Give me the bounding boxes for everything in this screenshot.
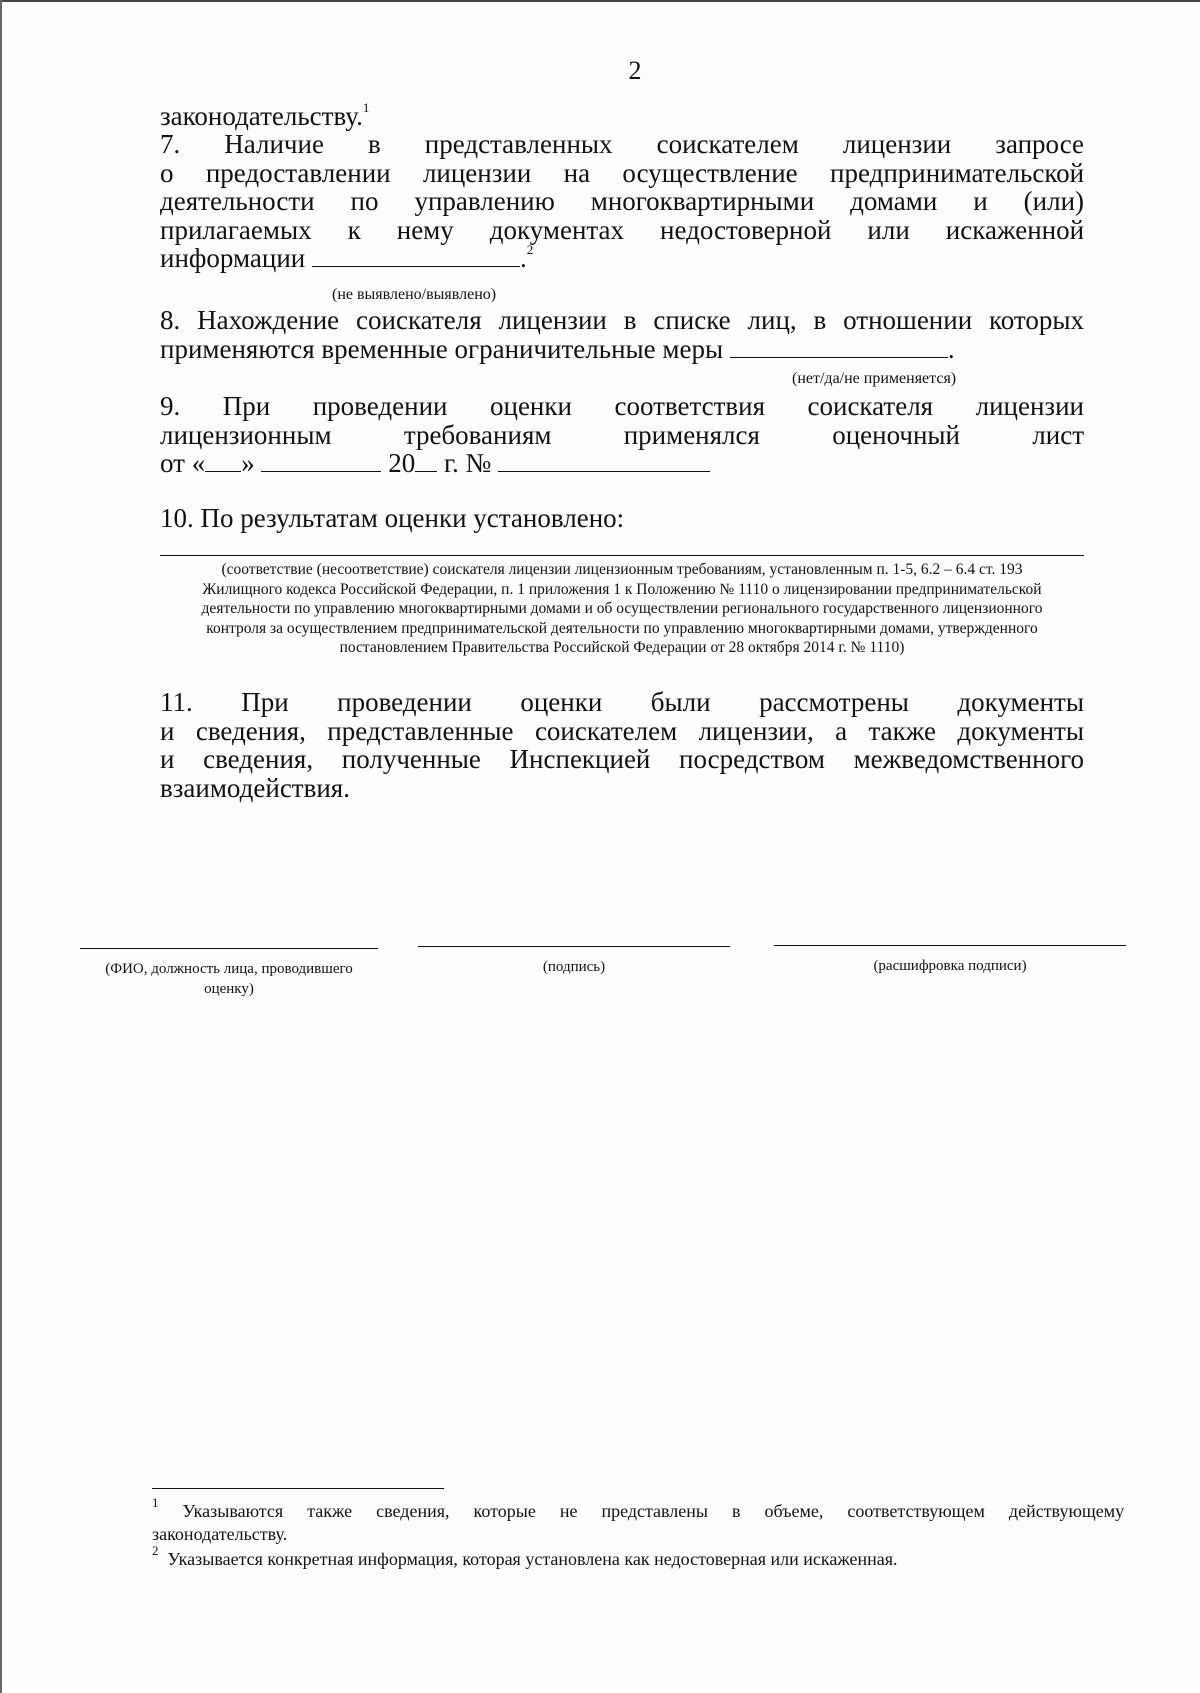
year-blank[interactable]: [415, 449, 437, 472]
page-number: 2: [628, 56, 642, 85]
footnote-ref-1: 1: [362, 100, 370, 115]
p7-line-3: деятельности по управлению многоквартирными домами и (или): [160, 186, 1085, 216]
p7-line-2: о предоставлении лицензии на осуществление предпринимательской: [160, 157, 1085, 188]
signature-line[interactable]: [418, 946, 730, 947]
signature-decode-caption: (расшифровка подписи): [873, 958, 1027, 974]
footnote-2: $^2$ Указывается конкретная информация, которая установлена как недостоверная или искаженная.: [152, 1543, 898, 1569]
p8-hint: (нет/да/не применяется): [792, 370, 957, 387]
p10-note: (соответствие (несоответствие) соискателя лицензии лицензионным требованиям, установленным п. 1-5, 6.2 – 6.4 ст. 193 Жилищного кодекса Российской Федерации, п. 1 приложения 1 к Положению № 1110 о лицензировании предпринимательской деятельности по управлению многоквартирными домами и об осуществлении регионального государственного лицензионного контроля за осуществлением предпринимательской деятельности по управлению многоквартирными домами, утвержденного постановлением Правительства Российской Федерации от 28 октября 2014 г. № 1110): [201, 561, 1043, 656]
p7-hint: (не выявлено/выявлено): [332, 286, 497, 303]
paragraph-11: [160, 688, 1084, 802]
restrictive-measures-blank[interactable]: [730, 335, 948, 358]
paragraph-7: [160, 130, 1084, 273]
paragraph-9: [160, 392, 1084, 478]
p8-line-1: 8. Нахождение соискателя лицензии в списке лиц, в отношении которых: [160, 305, 1084, 335]
footnote-ref-2: 2: [526, 242, 534, 257]
info-blank-field[interactable]: [312, 244, 520, 267]
p10-heading: 10. По результатам оценки установлено:: [160, 503, 625, 533]
p7-line-5: информации .$^2$: [160, 242, 534, 273]
p11-line-3: и сведения, полученные Инспекцией посредством межведомственного: [160, 744, 1084, 774]
signature-caption: (подпись): [542, 959, 606, 975]
paragraph-6-tail: [160, 102, 1084, 131]
p9-line-2: лицензионным требованиям применялся оценочный лист: [160, 419, 1084, 450]
fio-signature-line[interactable]: [80, 948, 378, 949]
p11-line-4: взаимодействия.: [160, 772, 350, 803]
p11-line-1: 11. При проведении оценки были рассмотрены документы: [160, 687, 1084, 717]
p6-tail-text: законодательству.: [160, 101, 363, 131]
day-blank[interactable]: [205, 449, 241, 472]
p11-line-2: и сведения, представленные соискателем лицензии, а также документы: [160, 715, 1084, 746]
p10-result-line[interactable]: [160, 555, 1084, 556]
p7-line-4: прилагаемых к нему документах недостоверной или искаженной: [160, 214, 1085, 245]
p9-line-1: 9. При проведении оценки соответствия соискателя лицензии: [160, 391, 1084, 421]
footnote-1-line-2: законодательству.: [152, 1524, 288, 1544]
fio-caption: (ФИО, должность лица, проводившего оценку): [105, 961, 353, 997]
footnote-1-line-1: $^1$ Указываются также сведения, которые не представлены в объеме, соответствующем действующему: [152, 1495, 1125, 1521]
month-blank[interactable]: [261, 449, 381, 472]
p7-info-label: информации: [160, 243, 306, 273]
footnote-1: [152, 1495, 1125, 1546]
p9-line-3: от « » 20 г. №: [160, 449, 1084, 478]
sheet-number-blank[interactable]: [498, 449, 710, 472]
scan-top-edge: [0, 0, 1200, 2]
paragraph-8: [160, 306, 1084, 363]
scan-left-edge: [0, 0, 2, 1693]
footnote-separator: [152, 1488, 444, 1489]
p8-line-2: применяются временные ограничительные меры .: [160, 333, 955, 364]
p7-line-1: 7. Наличие в представленных соискателем лицензии запросе: [160, 129, 1084, 159]
signature-decode-line[interactable]: [774, 945, 1126, 946]
